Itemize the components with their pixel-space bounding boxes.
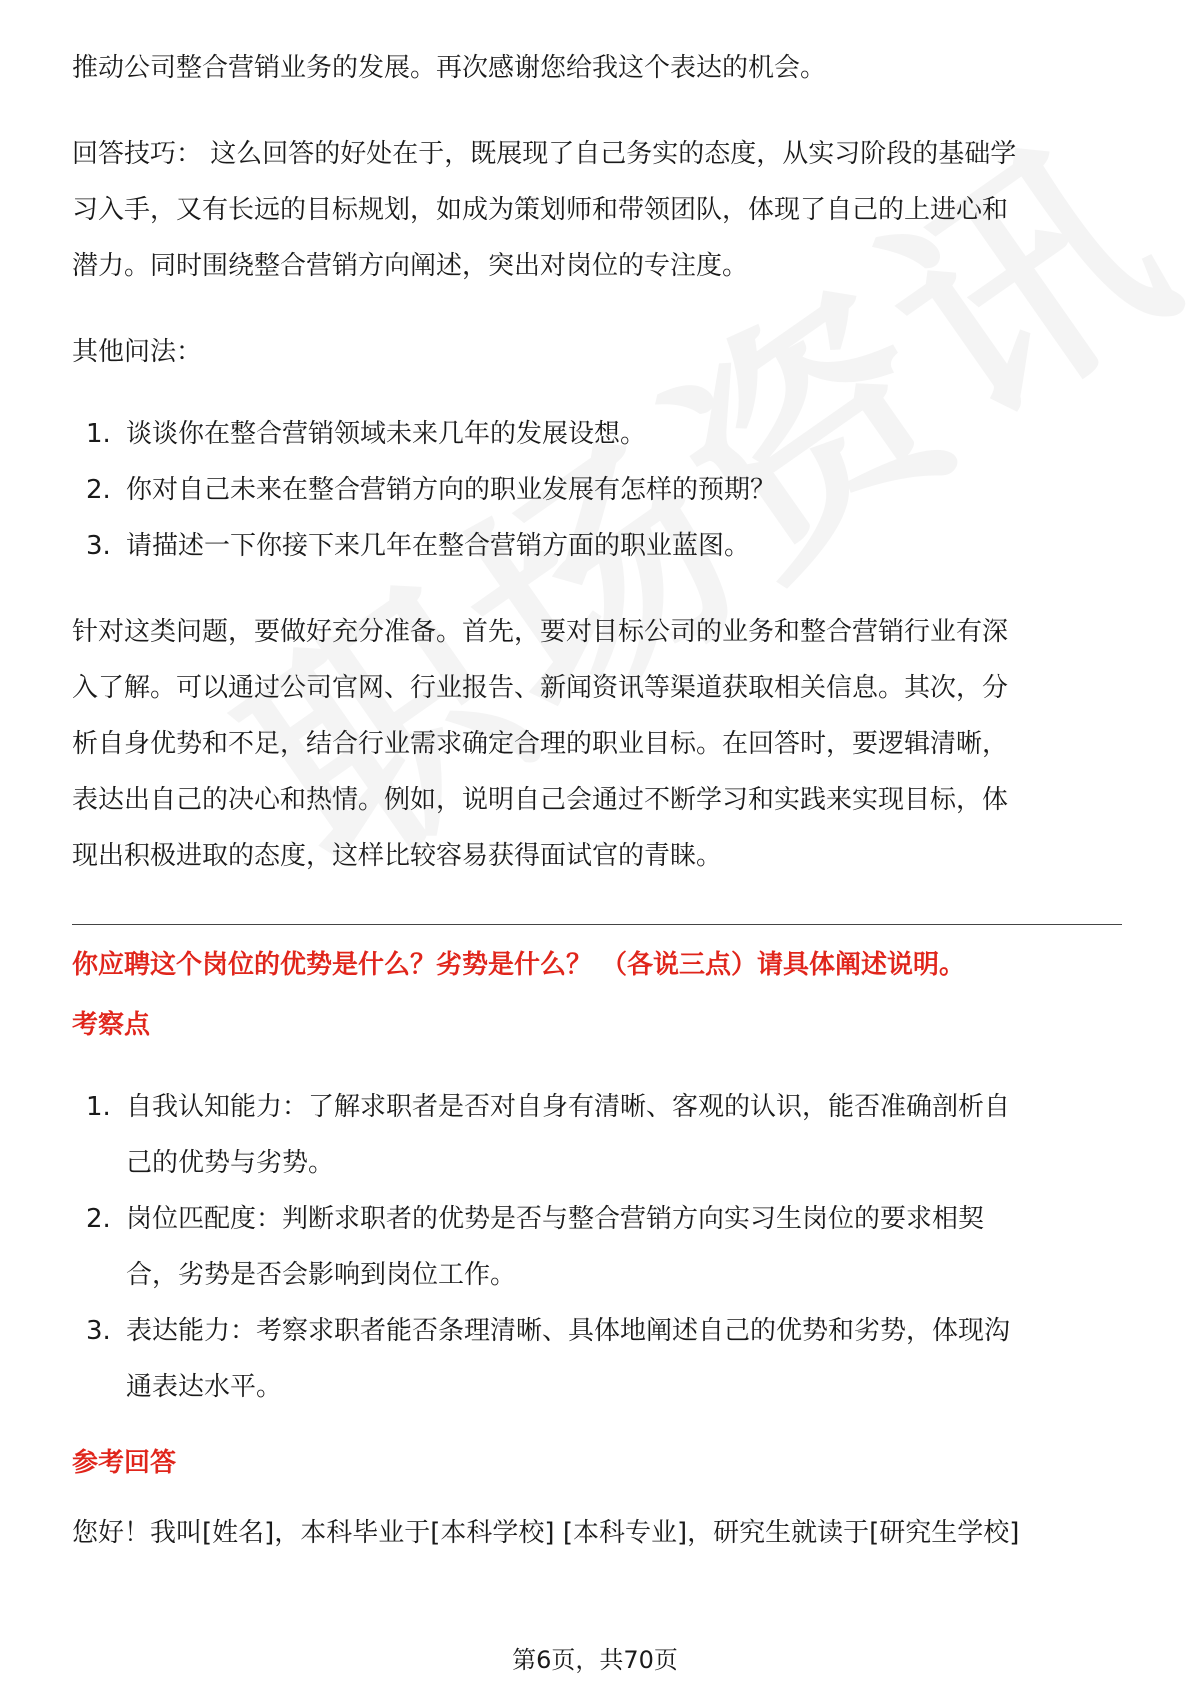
reference-answer-heading: 参考回答 (72, 1448, 177, 1478)
list-text: 岗位匹配度：判断求职者的优势是否与整合营销方向实习生岗位的要求相契 (126, 1204, 985, 1234)
list-text: 表达能力：考察求职者能否条理清晰、具体地阐述自己的优势和劣势，体现沟 (126, 1316, 1011, 1346)
list-item (72, 1303, 1122, 1415)
list-number: 2. (86, 475, 111, 505)
advice-line: 现出积极进取的态度，这样比较容易获得面试官的青睐。 (72, 841, 723, 871)
tips-line: 习入手，又有长远的目标规划，如成为策划师和带领团队，体现了自己的上进心和 (72, 195, 1009, 225)
paragraph-answer-tips (72, 126, 1122, 294)
advice-line: 析自身优势和不足，结合行业需求确定合理的职业目标。在回答时，要逻辑清晰， (72, 729, 1009, 759)
question-title: 你应聘这个岗位的优势是什么？劣势是什么？ （各说三点）请具体阐述说明。 (72, 950, 966, 980)
advice-line: 入了解。可以通过公司官网、行业报告、新闻资讯等渠道获取相关信息。其次，分 (72, 673, 1009, 703)
advice-line: 针对这类问题，要做好充分准备。首先，要对目标公司的业务和整合营销行业有深 (72, 617, 1009, 647)
page-footer: 第6页，共70页 (512, 1646, 678, 1674)
advice-line: 表达出自己的决心和热情。例如，说明自己会通过不断学习和实践来实现目标，体 (72, 785, 1009, 815)
list-text: 你对自己未来在整合营销方向的职业发展有怎样的预期？ (126, 475, 777, 505)
tips-line: 回答技巧： 这么回答的好处在于，既展现了自己务实的态度，从实习阶段的基础学 (72, 139, 1017, 169)
assessment-points-list (72, 1079, 1122, 1415)
list-text: 请描述一下你接下来几年在整合营销方面的职业蓝图。 (126, 531, 751, 561)
list-number: 3. (86, 531, 111, 561)
section-divider (72, 924, 1122, 925)
paragraph-advice (72, 604, 1122, 884)
tips-line: 潜力。同时围绕整合营销方向阐述，突出对岗位的专注度。 (72, 251, 749, 281)
list-text: 己的优势与劣势。 (126, 1148, 335, 1178)
list-item (72, 462, 1122, 518)
list-number: 1. (86, 419, 111, 449)
reference-answer-line: 您好！我叫[姓名]，本科毕业于[本科学校] [本科专业]，研究生就读于[研究生学校] (72, 1518, 1020, 1548)
list-text: 合，劣势是否会影响到岗位工作。 (126, 1260, 517, 1290)
list-item (72, 518, 1122, 574)
list-item (72, 1191, 1122, 1303)
list-number: 2. (86, 1204, 111, 1234)
other-questions-list (72, 406, 1122, 574)
list-item (72, 406, 1122, 462)
list-text: 自我认知能力：了解求职者是否对自身有清晰、客观的认识，能否准确剖析自 (126, 1092, 1011, 1122)
list-text: 谈谈你在整合营销领域未来几年的发展设想。 (126, 419, 647, 449)
list-number: 1. (86, 1092, 111, 1122)
document-page (72, 40, 1122, 1561)
assessment-points-heading: 考察点 (72, 1010, 151, 1040)
list-text: 通表达水平。 (126, 1372, 283, 1402)
paragraph-closing: 推动公司整合营销业务的发展。再次感谢您给我这个表达的机会。 (72, 53, 827, 83)
list-item (72, 1079, 1122, 1191)
other-questions-label: 其他问法： (72, 337, 203, 367)
list-number: 3. (86, 1316, 111, 1346)
